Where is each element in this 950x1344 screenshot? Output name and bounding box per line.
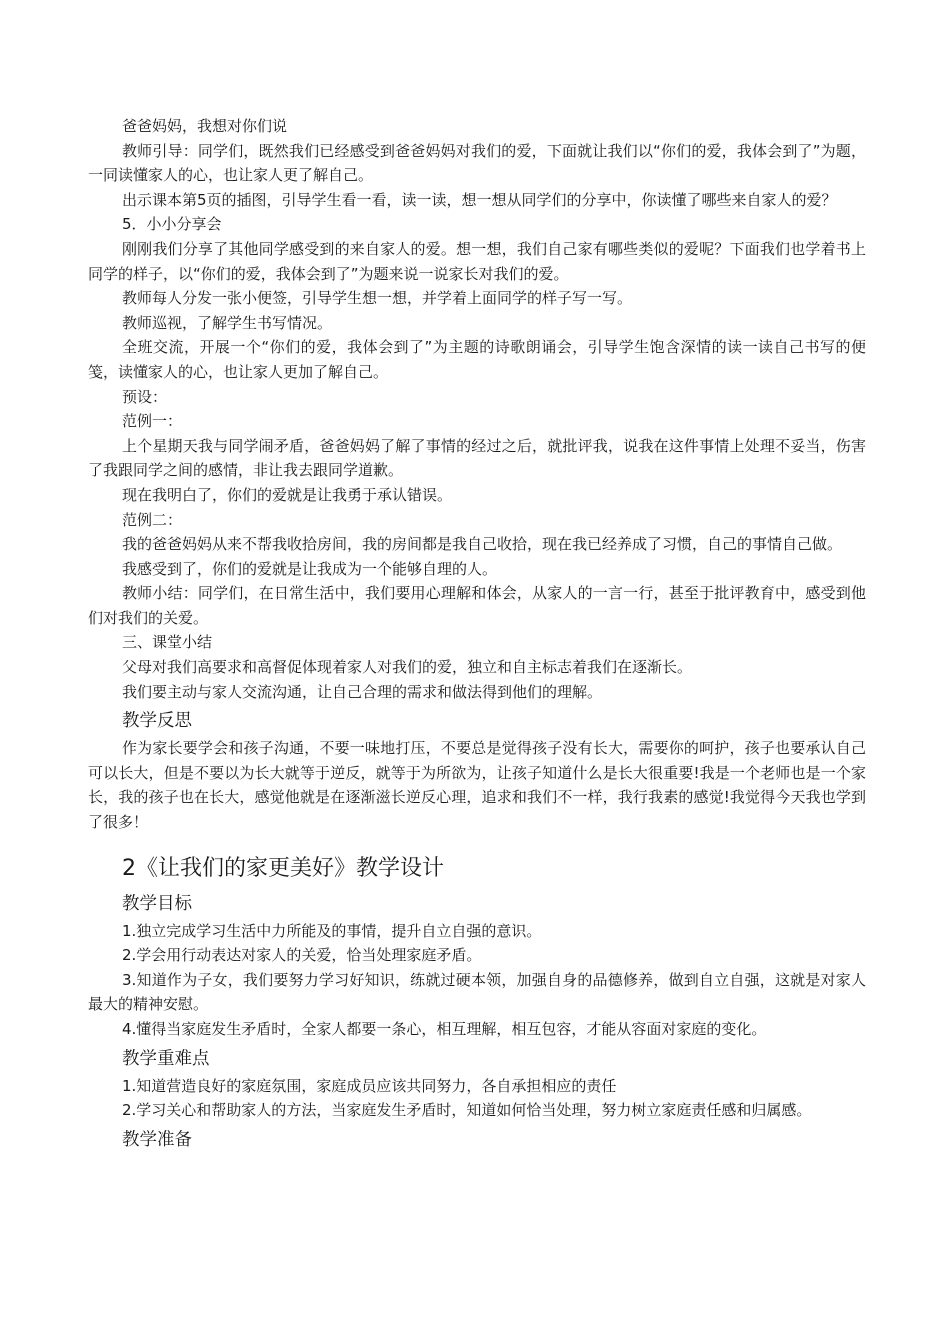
goal-item: 3.知道作为子女，我们要努力学习好知识，练就过硬本领，加强自身的品德修养，做到自立自强，这就是对家人最大的精神安慰。 — [88, 970, 866, 1014]
goal-item: 4.懂得当家庭发生矛盾时，全家人都要一条心，相互理解，相互包容，才能从容面对家庭的变化。 — [122, 1020, 767, 1038]
section-heading: 三、课堂小结 — [122, 633, 213, 652]
paragraph: 爸爸妈妈，我想对你们说 — [122, 117, 288, 135]
key-points-heading: 教学重难点 — [122, 1048, 210, 1069]
paragraph: 出示课本第5页的插图，引导学生看一看，读一读，想一想从同学们的分享中，你读懂了哪些来自家人的爱？ — [122, 190, 837, 209]
key-point-item: 2.学习关心和帮助家人的方法，当家庭发生矛盾时，知道如何恰当处理，努力树立家庭责任感和归属感。 — [122, 1101, 812, 1120]
paragraph: 父母对我们高要求和高督促体现着家人对我们的爱，独立和自主标志着我们在逐渐长。 — [122, 658, 693, 677]
section-heading: 5．小小分享会 — [122, 215, 222, 234]
paragraph: 教师小结：同学们，在日常生活中，我们要用心理解和体会，从家人的一言一行，甚至于批评教育中，感受到他们对我们的关爱。 — [88, 584, 866, 627]
paragraph: 上个星期天我与同学闹矛盾，爸爸妈妈了解了事情的经过之后，就批评我，说我在这件事情上处理不妥当，伤害了我跟同学之间的感情，非让我去跟同学道歉。 — [88, 436, 866, 480]
goal-item: 1.独立完成学习生活中力所能及的事情，提升自立自强的意识。 — [122, 921, 542, 940]
document-page — [88, 114, 866, 1155]
lesson-title: 2《让我们的家更美好》教学设计 — [122, 855, 444, 881]
paragraph: 教师每人分发一张小便签，引导学生想一想，并学着上面同学的样子写一写。 — [122, 289, 633, 308]
paragraph: 预设： — [122, 387, 168, 406]
paragraph: 教师巡视，了解学生书写情况。 — [122, 313, 333, 332]
paragraph: 范例一： — [122, 412, 183, 431]
paragraph: 我的爸爸妈妈从来不帮我收拾房间，我的房间都是我自己收拾，现在我已经养成了习惯，自己的事情自己做。 — [122, 535, 843, 554]
reflection-text: 作为家长要学会和孩子沟通，不要一味地打压，不要总是觉得孩子没有长大，需要你的呵护，孩子也要承认自己可以长大，但是不要以为长大就等于逆反，就等于为所欲为，让孩子知道什么是长大很重要!我是一个老师也是一个家长，我的孩子也在长大，感觉他就是在逐渐滋长逆反心理，追求和我们不一样，我行我素的感觉!我觉得今天我也学到了很多！ — [88, 739, 866, 832]
paragraph: 我感受到了，你们的爱就是让我成为一个能够自理的人。 — [122, 559, 498, 578]
reflection-heading: 教学反思 — [122, 711, 192, 732]
paragraph: 范例二： — [122, 510, 183, 529]
paragraph: 刚刚我们分享了其他同学感受到的来自家人的爱。想一想，我们自己家有哪些类似的爱呢？下面我们也学着书上同学的样子，以“你们的爱，我体会到了”为题来说一说家长对我们的爱。 — [88, 239, 866, 283]
goal-item: 2.学会用行动表达对家人的关爱，恰当处理家庭矛盾。 — [122, 946, 482, 965]
goals-heading: 教学目标 — [122, 893, 192, 914]
paragraph: 我们要主动与家人交流沟通，让自己合理的需求和做法得到他们的理解。 — [122, 682, 603, 701]
prep-heading: 教学准备 — [122, 1129, 192, 1150]
paragraph: 现在我明白了，你们的爱就是让我勇于承认错误。 — [122, 485, 453, 504]
paragraph: 全班交流，开展一个“你们的爱，我体会到了”为主题的诗歌朗诵会，引导学生饱含深情的读一读自己书写的便笺，读懂家人的心，也让家人更加了解自己。 — [88, 338, 866, 381]
key-point-item: 1.知道营造良好的家庭氛围，家庭成员应该共同努力，各自承担相应的责任 — [122, 1076, 617, 1095]
paragraph: 教师引导：同学们，既然我们已经感受到爸爸妈妈对我们的爱，下面就让我们以“你们的爱，我体会到了”为题，一同读懂家人的心，也让家人更了解自己。 — [88, 141, 866, 185]
